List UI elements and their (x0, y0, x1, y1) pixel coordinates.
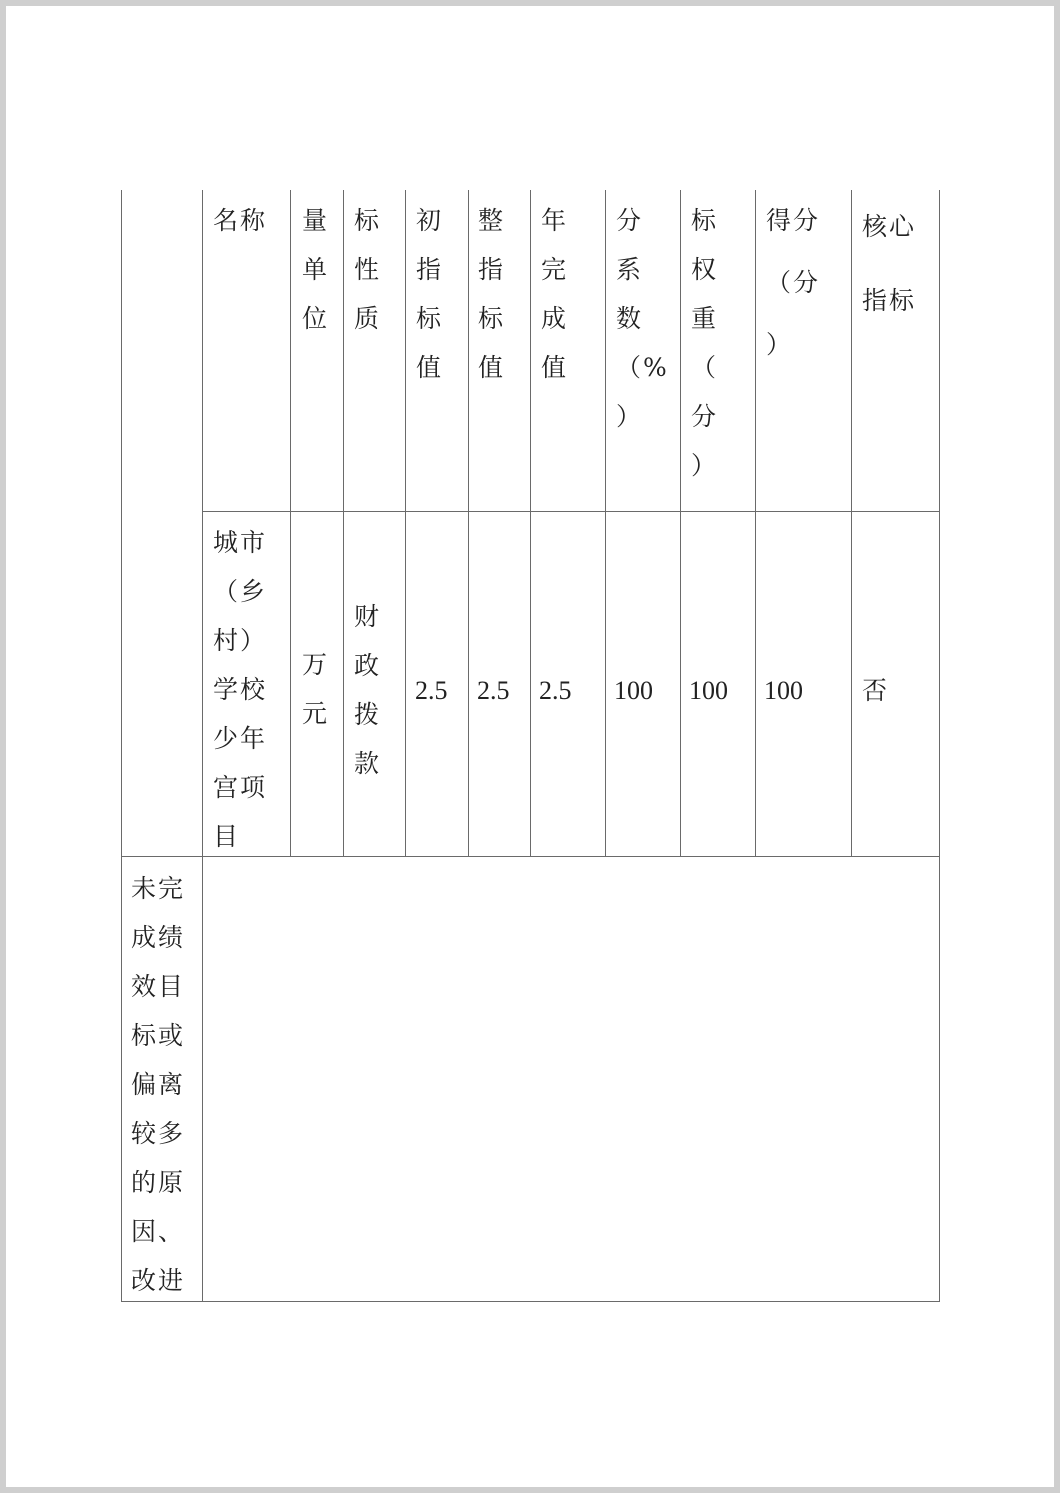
header-initial-target: 初 指 标 值 (416, 206, 444, 382)
column-divider (755, 190, 756, 857)
header-score: 得分 （分 ） (766, 206, 821, 359)
document-page (6, 6, 1054, 1487)
row-core-indicator: 否 (862, 676, 890, 705)
column-divider (530, 190, 531, 857)
column-divider (202, 190, 203, 1302)
column-divider (605, 190, 606, 857)
row-adjusted-target: 2.5 (477, 676, 510, 705)
header-indicator-name: 名称 (213, 206, 268, 235)
table-left-border (121, 190, 122, 1302)
row-unit: 万 元 (302, 650, 330, 728)
row-divider (202, 511, 940, 512)
row-initial-target: 2.5 (415, 676, 448, 705)
table-bottom-border (121, 1301, 940, 1302)
row-score: 100 (764, 676, 803, 705)
column-divider (468, 190, 469, 857)
column-divider (290, 190, 291, 857)
row-weight: 100 (689, 676, 728, 705)
header-adjusted-target: 整 指 标 值 (478, 206, 506, 382)
header-indicator-nature: 标 性 质 (354, 206, 382, 333)
row-indicator-nature: 财 政 拨 款 (354, 602, 382, 778)
column-divider (343, 190, 344, 857)
column-divider (680, 190, 681, 857)
table-right-border (939, 190, 940, 1302)
column-divider (851, 190, 852, 857)
header-unit: 量 单 位 (302, 206, 330, 333)
row-score-coefficient: 100 (614, 676, 653, 705)
column-divider (405, 190, 406, 857)
header-annual-completion: 年 完 成 值 (541, 206, 569, 382)
header-weight: 标 权 重 （ 分 ） (691, 206, 719, 480)
row-indicator-name: 城市 （乡 村） 学校 少年 宫项 目 (213, 528, 268, 851)
header-core-indicator: 核心 指标 (862, 212, 917, 315)
header-score-coefficient: 分 系 数 （% ） (616, 206, 669, 431)
row-annual-completion: 2.5 (539, 676, 572, 705)
reason-label: 未完 成绩 效目 标或 偏离 较多 的原 因、 改进 (131, 874, 186, 1295)
